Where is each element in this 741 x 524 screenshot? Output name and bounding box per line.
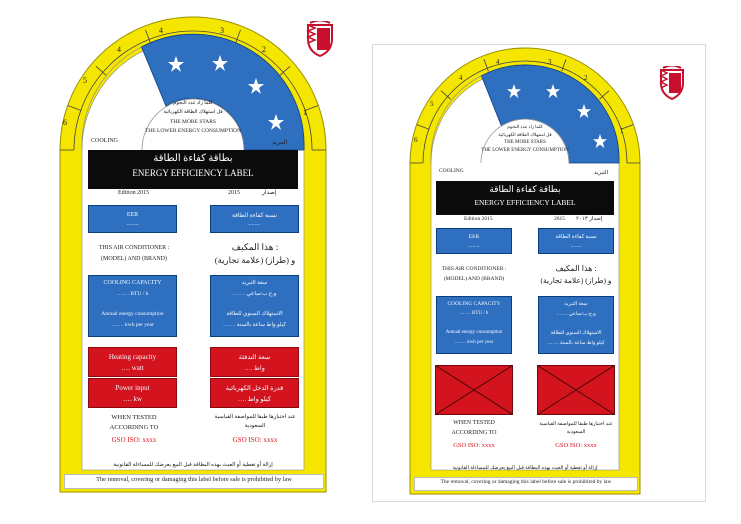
model-ar-line1: هذا المكيف :	[555, 264, 597, 273]
eer-box-en	[88, 205, 177, 233]
crossed-box-icon	[537, 365, 615, 415]
star-icon	[507, 84, 521, 98]
title-ar: بطاقة كفاءة الطاقة	[489, 184, 561, 194]
tested-ar-line2: السعودية	[244, 423, 266, 429]
arc-number-4: 4	[117, 45, 121, 54]
cooling-label-en: COOLING	[91, 138, 118, 144]
edition-ar-label: إصدار ٢٠١٣	[576, 216, 603, 222]
tested-en-line2: ACCORDING TO	[109, 424, 159, 431]
title-en: ENERGY EFFICIENCY LABEL	[132, 168, 254, 178]
eer-value-ar: ........	[570, 243, 582, 249]
heating-capacity-unit-en: …. watt	[121, 364, 144, 372]
energy-label-right	[370, 0, 741, 524]
heating-capacity-en: Heating capacity	[108, 353, 157, 361]
info-ar-line2: قل استهلاك الطاقة الكهربائية	[163, 110, 223, 115]
cooling-capacity-box-en	[88, 275, 177, 337]
crossed-box-icon	[435, 365, 513, 415]
cooling-label-ar: التبريد	[272, 140, 288, 146]
model-ar-line2: (علامة تجارية) و (طراز)	[540, 276, 612, 285]
arc-number-1: 1	[620, 127, 624, 135]
gso-iso-en: GSO ISO: xxxx	[111, 436, 157, 444]
star-icon	[212, 55, 228, 71]
warning-en: The removal, covering or damaging this label before sale is prohibited by law	[64, 474, 324, 489]
eer-box-ar	[210, 205, 299, 233]
arc-number-4: 4	[459, 74, 463, 82]
tested-en-line1: WHEN TESTED	[453, 420, 495, 426]
model-en-line1: THIS AIR CONDITIONER :	[441, 266, 507, 272]
cooling-capacity-ar: سعة التبريد	[564, 302, 588, 307]
edition-en: Edition 2015	[118, 190, 150, 196]
tested-ar-line1: عند اختبارها طبقا للمواصفة القياسية	[539, 422, 613, 427]
cooling-label-ar: التبريد	[594, 170, 608, 176]
eer-value-en: ........	[468, 243, 480, 249]
model-en-line2: (MODEL) AND (BRAND)	[101, 256, 167, 262]
annual-consumption-en: Annual energy consumption	[101, 311, 164, 317]
label-left-frame	[0, 0, 370, 524]
star-icon	[268, 114, 284, 130]
arc-number-3: 3	[220, 26, 224, 35]
warning-ar: إزالة أو تغطية أو العبث بهذه البطاقة قبل البيع يعرضك للمساءلة القانونية	[452, 466, 598, 471]
tested-ar-line2: السعودية	[566, 430, 586, 435]
arc-number-4b: 4	[159, 26, 163, 35]
eer-ar: نسبة كفاءة الطاقة	[555, 234, 597, 240]
model-en-line2: (MODEL) AND (BRAND)	[443, 276, 505, 282]
eer-box-en	[436, 228, 512, 254]
cooling-capacity-box-ar	[538, 296, 614, 354]
heating-capacity-unit-ar: …. واط	[244, 365, 265, 372]
gso-iso-ar: GSO ISO: xxxx	[555, 442, 597, 449]
edition-ar-year: 2015	[228, 190, 240, 196]
edition-ar-label: إصدار	[262, 190, 277, 196]
power-box-ar	[210, 378, 299, 408]
info-ar-line1: كلما زاد عدد النجوم	[173, 101, 213, 106]
tested-ar-line1: عند اختبارها طبقا للمواصفة القياسية	[214, 414, 296, 420]
energy-label-left	[0, 0, 370, 524]
info-en-line2: THE LOWER ENERGY CONSUMPTION	[144, 128, 242, 134]
cooling-label-en: COOLING	[439, 168, 464, 174]
power-input-ar: قدرة الدخل الكهربائية	[225, 385, 284, 392]
arc-number-5: 5	[430, 100, 434, 108]
warning-ar: إزالة أو تغطية أو العبث بهذه البطاقة قبل البيع يعرضك للمساءلة القانونية	[113, 462, 273, 468]
star-icon	[248, 78, 264, 94]
arc-number-1: 1	[303, 108, 307, 117]
eer-en: EER	[468, 234, 480, 240]
title-en: ENERGY EFFICIENCY LABEL	[474, 198, 576, 207]
arc-number-5: 5	[83, 76, 87, 85]
warning-en: The removal, covering or damaging this label before sale is prohibited by law	[414, 477, 638, 491]
title-bar	[88, 150, 298, 189]
heating-box-ar	[210, 347, 299, 377]
model-en-line1: THIS AIR CONDITIONER :	[98, 245, 170, 251]
cooling-capacity-unit-ar: ……. و.ح.ب/ساعي	[556, 312, 596, 317]
power-box-en	[88, 378, 177, 408]
edition-en: Edition 2015	[464, 216, 493, 222]
info-en-line1: THE MORE STARS	[169, 119, 216, 125]
cooling-capacity-unit-ar: ……. و.ح.ب/ساعي	[232, 291, 277, 297]
power-input-unit-ar: …. كيلو واط	[238, 396, 271, 403]
annual-consumption-ar: الاستهلاك السنوي للطاقة	[226, 311, 283, 317]
tested-en-line2: ACCORDING TO	[451, 430, 497, 436]
power-input-unit-en: …. kw	[122, 395, 143, 403]
info-en-line1: THE MORE STARS	[504, 140, 546, 145]
heating-box-en	[88, 347, 177, 377]
cooling-capacity-unit-en: ……. BTU / h	[116, 291, 149, 297]
cooling-capacity-en: COOLING CAPACITY	[447, 301, 501, 307]
annual-consumption-ar: الاستهلاك السنوي للطاقة	[550, 331, 602, 336]
arc-number-6: 6	[63, 118, 67, 127]
power-input-en: Power input	[115, 384, 150, 392]
annual-consumption-unit-ar: ……. كيلو واط ساعة بالسنة	[223, 322, 286, 328]
eer-ar: نسبة كفاءة الطاقة	[231, 213, 278, 219]
gso-iso-en: GSO ISO: xxxx	[453, 442, 495, 449]
tested-en-line1: WHEN TESTED	[111, 414, 157, 421]
annual-consumption-unit-en: ……. kwh per year	[111, 322, 154, 328]
arc-number-2: 2	[262, 45, 266, 54]
title-bar	[436, 181, 614, 215]
model-ar-line2: (علامة تجارية) و (طراز)	[214, 255, 296, 265]
annual-consumption-en: Annual energy consumption	[445, 330, 503, 335]
model-ar-line1: هذا المكيف :	[231, 242, 279, 252]
eer-en: EER	[126, 212, 139, 218]
arc-number-2: 2	[584, 74, 588, 82]
star-icon	[593, 134, 607, 148]
bahrain-crest-icon	[659, 66, 685, 100]
info-en-line2: THE LOWER ENERGY CONSUMPTION	[481, 148, 569, 153]
arc-number-4b: 4	[496, 58, 500, 66]
info-ar-line1: كلما زاد عدد النجوم	[507, 124, 543, 129]
info-ar-line2: قل استهلاك الطاقة الكهربائية	[498, 132, 552, 137]
cooling-capacity-box-ar	[210, 275, 299, 337]
title-ar: بطاقة كفاءة الطاقة	[153, 153, 233, 164]
cooling-capacity-unit-en: ……. BTU / h	[459, 311, 489, 316]
eer-value-en: ........	[126, 221, 139, 227]
arc-number-3: 3	[548, 58, 552, 66]
heating-capacity-ar: سعة التدفئة	[238, 354, 271, 361]
cooling-capacity-box-en	[436, 296, 512, 354]
star-icon	[168, 56, 184, 72]
annual-consumption-unit-en: ……. kwh per year	[454, 340, 494, 345]
eer-value-ar: ........	[248, 221, 261, 227]
bahrain-crest-icon	[306, 21, 334, 57]
edition-ar-year: 2015	[554, 216, 565, 222]
star-icon	[546, 84, 560, 98]
eer-box-ar	[538, 228, 614, 254]
annual-consumption-unit-ar: ……. كيلو واط ساعة بالسنة	[547, 341, 605, 346]
star-icon	[577, 104, 591, 118]
gso-iso-ar: GSO ISO: xxxx	[232, 436, 278, 444]
arc-number-6: 6	[414, 136, 418, 144]
cooling-capacity-ar: سعة التبريد	[241, 280, 268, 286]
cooling-capacity-en: COOLING CAPACITY	[103, 280, 162, 286]
